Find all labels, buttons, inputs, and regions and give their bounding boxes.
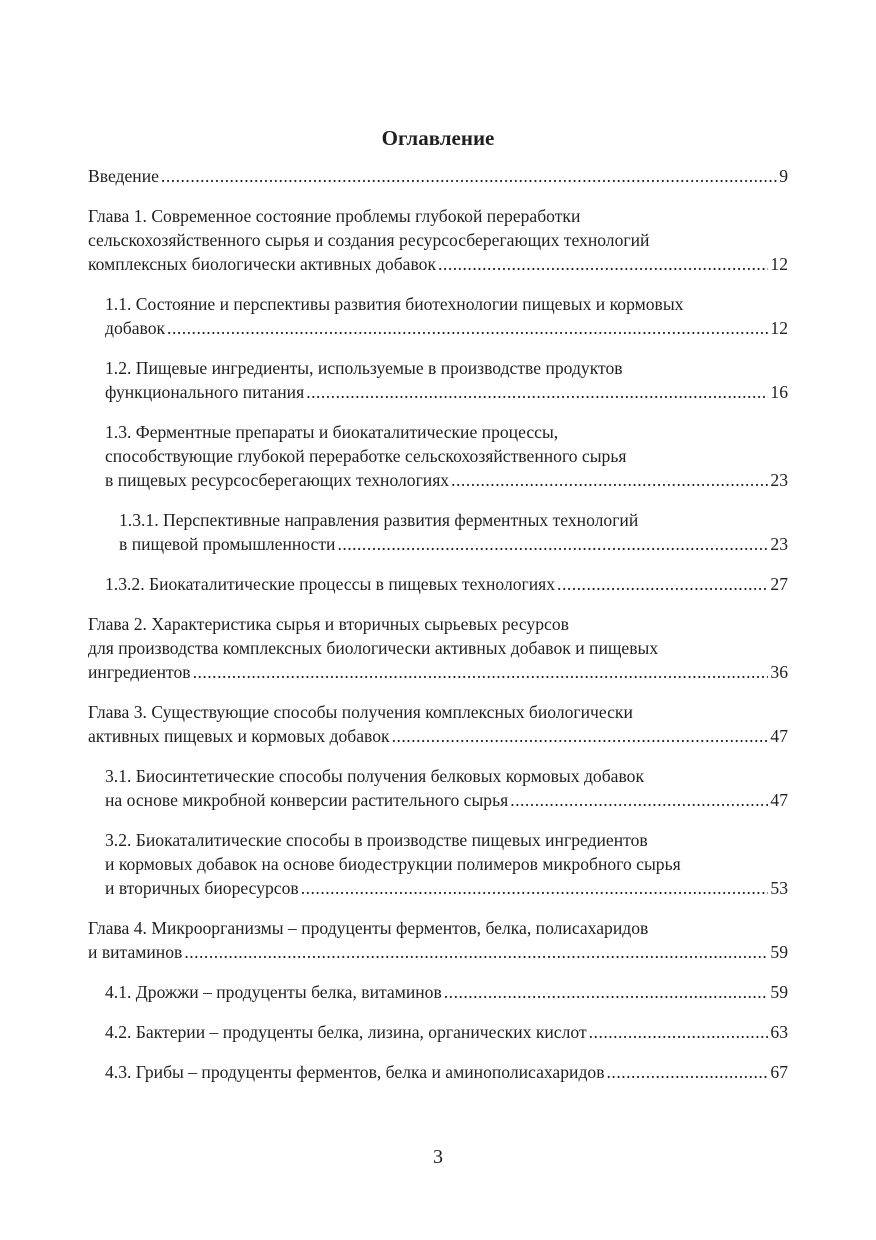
toc-entry-lastline: [88, 252, 788, 276]
toc-page-number: 9: [779, 166, 788, 186]
toc-entry-lastline: [88, 660, 788, 684]
toc-page-number: 47: [770, 790, 788, 810]
toc-entry-line: 3.1. Биосинтетические способы получения белковых кормовых добавок: [105, 766, 644, 786]
toc-page-number: 23: [770, 534, 788, 554]
toc-entry: [105, 764, 788, 812]
toc-entry-line: 1.1. Состояние и перспективы развития биотехнологии пищевых и кормовых: [105, 294, 684, 314]
toc-page-number: 67: [770, 1062, 788, 1082]
dot-leader: [306, 380, 768, 404]
toc-entry-line: Глава 3. Существующие способы получения комплексных биологически: [88, 702, 633, 722]
toc-entry-title: в пищевых ресурсосберегающих технологиях: [105, 470, 450, 490]
toc-entry-lastline: [105, 468, 788, 492]
toc-entry-line: 1.3. Ферментные препараты и биокаталитические процессы,: [105, 422, 559, 442]
toc-entry-title: 1.3.2. Биокаталитические процессы в пищевых технологиях: [105, 574, 556, 594]
toc-entry-title: в пищевой промышленности: [119, 534, 336, 554]
dot-leader: [444, 980, 769, 1004]
dot-leader: [557, 572, 768, 596]
toc-page-number: 59: [770, 942, 788, 962]
toc-entry-lastline: [105, 380, 788, 404]
page-number: 3: [433, 1146, 443, 1168]
dot-leader: [607, 1060, 769, 1084]
toc-page-number: 27: [770, 574, 788, 594]
toc-entry: [119, 508, 788, 556]
toc-entry: [88, 204, 788, 276]
dot-leader: [451, 468, 768, 492]
toc-entry: [105, 828, 788, 900]
toc-entry-line: 1.2. Пищевые ингредиенты, используемые в производстве продуктов: [105, 358, 623, 378]
toc-entry-lastline: [105, 788, 788, 812]
toc-entry: [105, 356, 788, 404]
toc-entry-lastline: [105, 876, 788, 900]
dot-leader: [438, 252, 768, 276]
page-title: Оглавление: [381, 126, 495, 150]
toc-entry-line: для производства комплексных биологически активных добавок и пищевых: [88, 638, 659, 658]
dot-leader: [193, 660, 769, 684]
toc-page-number: 63: [770, 1022, 788, 1042]
toc-page-number: 12: [770, 254, 788, 274]
dot-leader: [167, 316, 768, 340]
toc-entry-line: Глава 2. Характеристика сырья и вторичных сырьевых ресурсов: [88, 614, 569, 634]
toc-entry-lastline: [105, 980, 788, 1004]
toc-entry-line: 3.2. Биокаталитические способы в производстве пищевых ингредиентов: [105, 830, 648, 850]
toc-entry-title: 4.2. Бактерии – продуценты белка, лизина, органических кислот: [105, 1022, 587, 1042]
toc-entry: [105, 1060, 788, 1084]
toc-entry-lastline: [88, 164, 788, 188]
toc-entry: [88, 700, 788, 748]
toc-entry: [105, 1020, 788, 1044]
toc-entry-title: Введение: [88, 166, 159, 186]
toc-entry-title: 4.3. Грибы – продуценты ферментов, белка и аминополисахаридов: [105, 1062, 605, 1082]
toc-entry-title: и вторичных биоресурсов: [105, 878, 299, 898]
dot-leader: [337, 532, 768, 556]
table-of-contents: [88, 164, 788, 1100]
toc-entry-lastline: [88, 724, 788, 748]
toc-entry-title: функционального питания: [105, 382, 305, 402]
toc-page-number: 53: [770, 878, 788, 898]
toc-entry-title: 4.1. Дрожжи – продуценты белка, витаминов: [105, 982, 442, 1002]
toc-entry-line: Глава 4. Микроорганизмы – продуценты ферментов, белка, полисахаридов: [88, 918, 649, 938]
toc-entry: [105, 292, 788, 340]
toc-entry-line: Глава 1. Современное состояние проблемы глубокой переработки: [88, 206, 581, 226]
toc-entry-line: сельскохозяйственного сырья и создания ресурсосберегающих технологий: [88, 230, 650, 250]
toc-page-number: 59: [770, 982, 788, 1002]
toc-entry-lastline: [105, 316, 788, 340]
toc-entry-lastline: [88, 940, 788, 964]
toc-page-number: 36: [770, 662, 788, 682]
dot-leader: [510, 788, 768, 812]
toc-page-number: 47: [770, 726, 788, 746]
toc-entry: [88, 916, 788, 964]
toc-entry-lastline: [105, 1020, 788, 1044]
toc-page-number: 16: [770, 382, 788, 402]
toc-entry: [105, 420, 788, 492]
toc-entry-line: способствующие глубокой переработке сельскохозяйственного сырья: [105, 446, 627, 466]
toc-entry-line: 1.3.1. Перспективные направления развития ферментных технологий: [119, 510, 639, 530]
toc-entry: [105, 980, 788, 1004]
dot-leader: [161, 164, 777, 188]
dot-leader: [392, 724, 769, 748]
toc-entry-lastline: [105, 1060, 788, 1084]
toc-entry-title: комплексных биологически активных добавок: [88, 254, 437, 274]
toc-entry: [88, 612, 788, 684]
toc-entry-lastline: [105, 572, 788, 596]
toc-entry-line: и кормовых добавок на основе биодеструкции полимеров микробного сырья: [105, 854, 681, 874]
toc-entry: [105, 572, 788, 596]
toc-entry-title: ингредиентов: [88, 662, 191, 682]
toc-entry: [88, 164, 788, 188]
toc-entry-title: добавок: [105, 318, 166, 338]
toc-entry-title: и витаминов: [88, 942, 183, 962]
toc-page-number: 12: [770, 318, 788, 338]
dot-leader: [301, 876, 769, 900]
toc-entry-title: активных пищевых и кормовых добавок: [88, 726, 390, 746]
toc-page-number: 23: [770, 470, 788, 490]
dot-leader: [184, 940, 768, 964]
dot-leader: [589, 1020, 769, 1044]
toc-entry-lastline: [119, 532, 788, 556]
toc-entry-title: на основе микробной конверсии растительного сырья: [105, 790, 509, 810]
